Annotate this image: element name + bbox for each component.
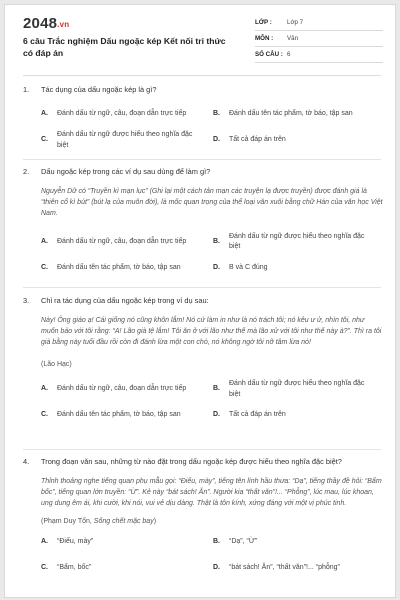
option-letter: A. xyxy=(41,237,48,245)
option-text: Tất cả đáp án trên xyxy=(229,136,286,144)
option-a[interactable] xyxy=(41,229,213,255)
meta-key: SỐ CÂU : xyxy=(255,51,283,58)
option-text: Đánh dấu tên tác phẩm, tờ báo, tập san xyxy=(57,263,181,271)
option-text: Đánh dấu từ ngữ, câu, đoạn dẫn trực tiếp xyxy=(57,110,187,118)
option-letter: C. xyxy=(41,564,48,572)
option-letter: C. xyxy=(41,411,48,419)
option-letter: D. xyxy=(213,564,220,572)
option-text: Đánh dấu từ ngữ, câu, đoạn dẫn trực tiếp xyxy=(57,385,187,393)
options-grid xyxy=(41,377,383,429)
question-1 xyxy=(23,85,383,154)
meta-row-count xyxy=(255,47,383,63)
option-letter: D. xyxy=(213,136,220,144)
option-letter: A. xyxy=(41,110,48,118)
option-a[interactable] xyxy=(41,102,213,128)
option-text: B và C đúng xyxy=(229,263,268,271)
quoted-passage: Thỉnh thoảng nghe tiếng quan phụ mẫu gọi: “Điếu, mày”, tiếng tên lính hầu thưa: “Dạ”, tiếng thầy đề hỏi: “Bẩm bốc”, tiếng quan lớn truyền: “Ừ”. Kẻ này “bát sách! Ăn”. Người kia “thất văn”!... “Phỗng”, lúc mau, lúc khoan, ung dung êm ái, khi cười, khi nói, vui vẻ dịu dàng. Thật là tôn kính, xứng đáng với một vị phúc tinh. xyxy=(41,477,382,507)
question-header xyxy=(23,296,383,307)
question-text: Trong đoạn văn sau, những từ nào đặt trong dấu ngoặc kép được hiểu theo nghĩa đặc biệt? xyxy=(41,457,342,466)
page-header xyxy=(5,5,395,65)
option-letter: A. xyxy=(41,538,48,546)
option-text: Đánh dấu từ ngữ được hiểu theo nghĩa đặc biệt xyxy=(229,232,365,251)
quoted-passage: Này! Ông giáo ạ! Cái giống nó cũng khôn lắm! Nó cứ làm in như là nó trách tôi; nó kêu ư ử, nhìn tôi, như muốn bảo với tôi rằng: “A! Lão già tệ lắm! Tôi ăn ở với lão như thế mà lão xử với tôi như thế này à?”. Thì ra tôi già bằng này tuổi đầu rồi còn đi đánh lừa một con chó, nó không ngờ tôi nỡ tâm lừa nó! xyxy=(41,316,382,346)
option-c[interactable] xyxy=(41,255,213,281)
question-text: Tác dụng của dấu ngoặc kép là gì? xyxy=(41,85,157,94)
source-author: (Phạm Duy Tốn, xyxy=(41,518,94,526)
option-text: Tất cả đáp án trên xyxy=(229,411,286,419)
passage-source: (Lão Hạc) xyxy=(41,361,72,369)
option-text: “Điếu, mày” xyxy=(57,538,94,546)
option-c[interactable] xyxy=(41,403,213,429)
option-letter: C. xyxy=(41,136,48,144)
option-text: Đánh dấu tên tác phẩm, tờ báo, tập san xyxy=(229,110,353,118)
option-c[interactable] xyxy=(41,128,213,154)
meta-row-class xyxy=(255,15,383,31)
source-close: ) xyxy=(153,518,157,526)
meta-row-subject xyxy=(255,31,383,47)
option-a[interactable] xyxy=(41,377,213,403)
option-letter: C. xyxy=(41,263,48,271)
site-logo[interactable] xyxy=(23,15,69,32)
option-d[interactable] xyxy=(213,403,385,429)
question-header xyxy=(23,85,383,96)
option-d[interactable] xyxy=(213,556,385,582)
question-text: Dấu ngoặc kép trong các ví dụ sau dùng để làm gì? xyxy=(41,167,211,176)
meta-value: Lớp 7 xyxy=(287,19,304,26)
option-letter: A. xyxy=(41,385,48,393)
question-text: Chỉ ra tác dụng của dấu ngoặc kép trong ví dụ sau: xyxy=(41,296,209,305)
option-a[interactable] xyxy=(41,530,213,556)
question-header xyxy=(23,457,383,468)
option-text: Đánh dấu từ ngữ được hiểu theo nghĩa đặc biệt xyxy=(229,380,365,398)
option-text: Đánh dấu từ ngữ được hiểu theo nghĩa đặc biệt xyxy=(57,131,193,149)
option-text: Đánh dấu từ ngữ, câu, đoạn dẫn trực tiếp xyxy=(57,237,187,245)
question-number: 1. xyxy=(23,85,30,94)
option-c[interactable] xyxy=(41,556,213,582)
logo-main: 2048 xyxy=(23,15,58,32)
options-grid xyxy=(41,530,383,582)
option-d[interactable] xyxy=(213,128,385,154)
option-b[interactable] xyxy=(213,102,385,128)
question-number: 2. xyxy=(23,167,30,176)
option-d[interactable] xyxy=(213,255,385,281)
options-grid xyxy=(41,102,383,154)
question-number: 3. xyxy=(23,296,30,305)
quoted-passage: Nguyễn Dữ có “Truyền kì mạn lục” (Ghi lại một cách tản mạn các truyện lạ được truyền) được đánh giá là “thiên cổ kì bút” (bút lạ của muôn đời), là mốc quan trọng của thể loại văn xuôi bằng chữ Hán của văn học Việt Nam. xyxy=(41,187,383,217)
question-divider xyxy=(23,287,381,288)
question-2 xyxy=(23,167,383,281)
option-letter: B. xyxy=(213,237,220,245)
meta-value: 6 xyxy=(287,51,291,58)
meta-table xyxy=(255,15,383,63)
question-number: 4. xyxy=(23,457,30,466)
option-text: “Dạ”, “Ừ” xyxy=(229,538,258,546)
meta-key: MÔN : xyxy=(255,35,274,42)
option-b[interactable] xyxy=(213,229,385,255)
option-text: Đánh dấu tên tác phẩm, tờ báo, tập san xyxy=(57,411,181,419)
question-4 xyxy=(23,457,383,582)
question-divider xyxy=(23,449,381,450)
option-letter: D. xyxy=(213,411,220,419)
option-letter: B. xyxy=(213,110,220,118)
page-title: 6 câu Trắc nghiệm Dấu ngoặc kép Kết nối tri thức có đáp án xyxy=(23,36,226,58)
passage-source xyxy=(41,517,383,528)
question-3 xyxy=(23,296,383,429)
option-letter: B. xyxy=(213,538,220,546)
option-b[interactable] xyxy=(213,377,385,403)
meta-key: LỚP : xyxy=(255,19,272,26)
meta-value: Văn xyxy=(287,35,299,42)
options-grid xyxy=(41,229,383,281)
question-divider xyxy=(23,159,381,160)
logo-suffix: .vn xyxy=(57,20,70,29)
header-divider xyxy=(23,75,381,76)
source-work: Sống chết mặc bay xyxy=(93,518,154,526)
option-letter: D. xyxy=(213,263,220,271)
option-b[interactable] xyxy=(213,530,385,556)
option-text: “Bẩm, bốc” xyxy=(57,564,92,572)
option-text: “bát sách! Ăn”, “thất văn”!... “phỗng” xyxy=(229,564,340,572)
question-header xyxy=(23,167,383,178)
document-page xyxy=(4,4,396,598)
option-letter: B. xyxy=(213,385,220,393)
